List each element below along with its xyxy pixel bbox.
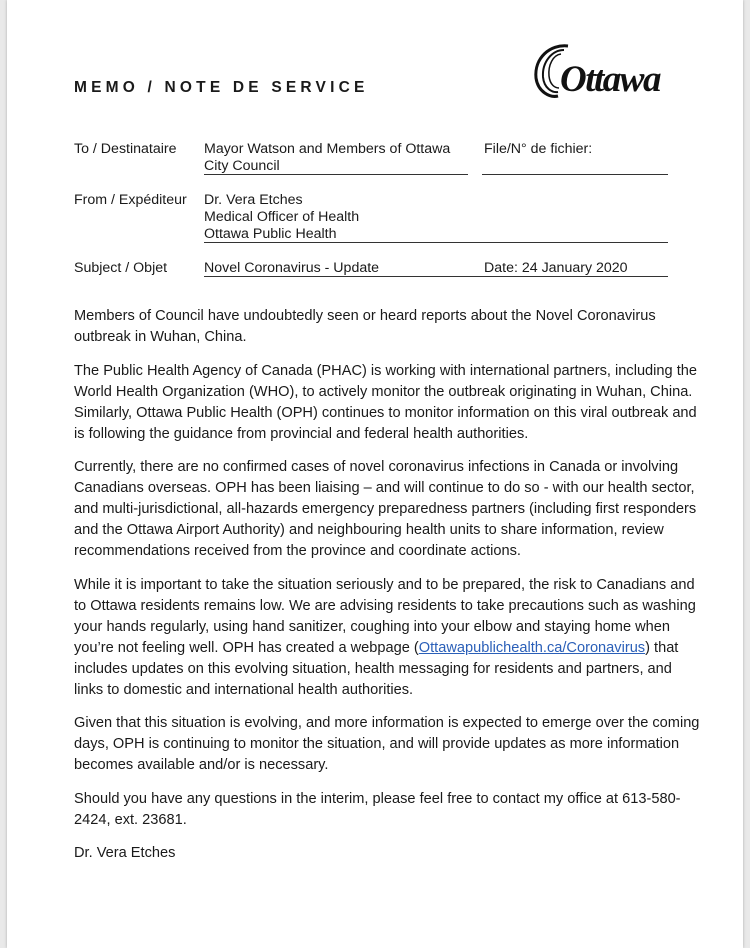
- body-line: 2424, ext. 23681.: [74, 811, 187, 828]
- paragraph-evolving: [74, 713, 714, 776]
- body-line: is following the guidance from provincial and federal health authorities.: [74, 425, 529, 442]
- subject-underline: [204, 276, 668, 277]
- to-line: City Council: [204, 158, 280, 174]
- body-line: outbreak in Wuhan, China.: [74, 329, 247, 345]
- from-underline: [204, 242, 668, 243]
- to-line: Mayor Watson and Members of Ottawa: [204, 141, 451, 157]
- file-underline: [482, 174, 668, 175]
- body-line: Members of Council have undoubtedly seen or heard reports about the Novel Coronavirus: [74, 308, 656, 324]
- paragraph-intro: [74, 306, 714, 348]
- body-line: Similarly, Ottawa Public Health (OPH) continues to monitor information on this viral outbreak and: [74, 404, 697, 421]
- link-prefix: you’re not feeling well. OPH has created a webpage (: [74, 639, 419, 656]
- to-underline: [204, 174, 468, 175]
- body-line: days, OPH is continuing to monitor the situation, and will provide updates as more information: [74, 736, 680, 752]
- body-line: your hands regularly, using hand sanitizer, coughing into your elbow and staying home when: [74, 618, 671, 635]
- body-line: becomes available and/or is necessary.: [74, 757, 329, 773]
- date-value: Date: 24 January 2020: [484, 260, 628, 276]
- ottawa-logo: [528, 40, 678, 104]
- memo-title: MEMO / NOTE DE SERVICE: [74, 79, 369, 96]
- file-label: File/N° de fichier:: [484, 141, 593, 157]
- body-line: While it is important to take the situation seriously and to be prepared, the risk to Canadians and: [74, 576, 695, 593]
- to-value: [204, 141, 450, 175]
- from-line: Ottawa Public Health: [204, 226, 337, 242]
- body-line: includes updates on this evolving situation, health messaging for residents and partners, and: [74, 660, 672, 677]
- from-label: From / Expéditeur: [74, 192, 187, 208]
- paragraph-phac: [74, 361, 714, 445]
- body-line: The Public Health Agency of Canada (PHAC) is working with international partners, including the: [74, 362, 697, 379]
- body-line: recommendations received from the province and coordinate actions.: [74, 543, 521, 559]
- subject-text: Novel Coronavirus - Update: [204, 260, 380, 276]
- link-suffix: ) that: [645, 639, 679, 656]
- subject-label: Subject / Objet: [74, 260, 168, 276]
- signature: Dr. Vera Etches: [74, 845, 176, 861]
- subject-value: [204, 260, 379, 277]
- body-line: and multi-jurisdictional, all-hazards emergency preparedness partners (including first responders: [74, 501, 697, 517]
- body-line: Canadians overseas. OPH has been liaising – and will continue to do so - with our health sector,: [74, 480, 695, 496]
- from-value: [204, 192, 359, 243]
- body-line: Should you have any questions in the interim, please feel free to contact my office at 613-580-: [74, 790, 681, 807]
- body-line: Currently, there are no confirmed cases of novel coronavirus infections in Canada or involving: [74, 459, 679, 475]
- body-line: and the Ottawa Airport Authority) and neighbouring health units to share information, review: [74, 522, 664, 538]
- paragraph-precautions: [74, 575, 714, 701]
- paragraph-current-status: [74, 457, 714, 562]
- from-line: Dr. Vera Etches: [204, 192, 303, 208]
- paragraph-contact: [74, 789, 714, 831]
- body-line: Given that this situation is evolving, and more information is expected to emerge over the coming: [74, 715, 700, 731]
- logo-wordmark: Ottawa: [560, 59, 660, 100]
- to-label: To / Destinataire: [74, 141, 177, 157]
- oph-coronavirus-link[interactable]: Ottawapublichealth.ca/Coronavirus: [418, 639, 646, 656]
- memo-body: [74, 306, 714, 877]
- body-line: World Health Organization (WHO), to actively monitor the outbreak originating in Wuhan, China.: [74, 383, 693, 400]
- body-line: [74, 638, 714, 659]
- body-line: links to domestic and international health authorities.: [74, 681, 414, 698]
- body-line: to Ottawa residents remains low. We are advising residents to take precautions such as washing: [74, 597, 696, 614]
- from-line: Medical Officer of Health: [204, 209, 360, 225]
